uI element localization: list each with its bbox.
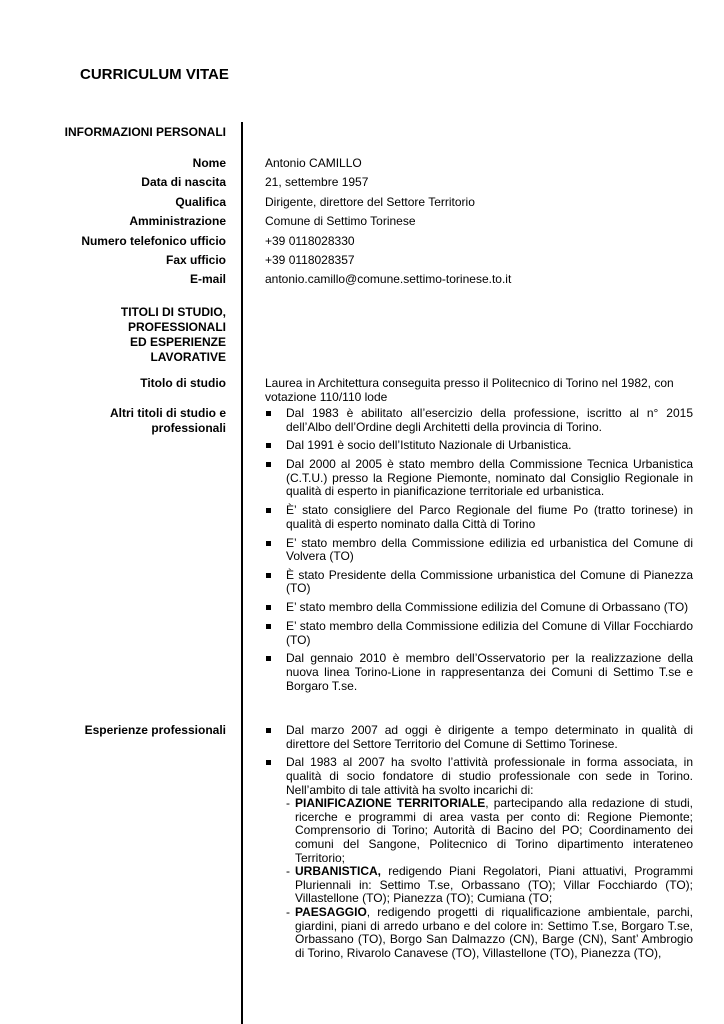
label-data-nascita: Data di nascita: [141, 175, 226, 189]
altri-titoli-list: [265, 407, 693, 698]
list-item: Dal gennaio 2010 è membro dell’Osservatorio per la realizzazione della nuova linea Torino-Lione in rappresentanza dei Comuni di Settimo T.se e Borgaro T.se.: [265, 652, 693, 693]
titoli-heading-line: PROFESSIONALI: [127, 320, 226, 334]
sub-list-item: - URBANISTICA, redigendo Piani Regolatori, Piani attuativi, Programmi Pluriennali in: Settimo T.se, Orbassano (TO); Villar Focchiardo (TO); Villastellone (TO); Pianezza (TO); Cumiana (TO;: [286, 864, 693, 906]
document-title: CURRICULUM VITAE: [80, 66, 229, 83]
incarichi-sublist: [286, 797, 693, 960]
bullet-icon: [266, 411, 271, 416]
label-telefono: Numero telefonico ufficio: [81, 234, 226, 248]
value-qualifica: Dirigente, direttore del Settore Territorio: [265, 195, 475, 209]
value-email[interactable]: antonio.camillo@comune.settimo-torinese.to.it: [265, 272, 512, 286]
dash-icon: -: [286, 864, 290, 879]
value-fax: +39 0118028357: [265, 253, 355, 267]
bullet-icon: [266, 462, 271, 467]
titoli-heading-line: ED ESPERIENZE: [129, 335, 226, 349]
label-titolo-studio: Titolo di studio: [140, 376, 226, 390]
label-esperienze: Esperienze professionali: [84, 723, 226, 737]
list-item: Dal 1991 è socio dell’Istituto Nazionale di Urbanistica.: [265, 439, 693, 453]
list-item: Dal 1983 è abilitato all’esercizio della professione, iscritto al n° 2015 dell’Albo dell’Ordine degli Architetti della provincia di Torino.: [265, 407, 693, 434]
bullet-icon: [266, 508, 271, 513]
titoli-heading-line: TITOLI DI STUDIO,: [120, 305, 226, 319]
list-item: E’ stato membro della Commissione edilizia del Comune di Villar Focchiardo (TO): [265, 620, 693, 647]
bullet-icon: [266, 541, 271, 546]
dash-icon: -: [286, 796, 290, 811]
value-telefono: +39 0118028330: [265, 234, 355, 248]
list-item: È stato Presidente della Commissione urbanistica del Comune di Pianezza (TO): [265, 569, 693, 596]
bullet-icon: [266, 760, 271, 765]
column-divider: [241, 122, 243, 1024]
bullet-icon: [266, 728, 271, 733]
label-fax: Fax ufficio: [165, 253, 226, 267]
sub-list-item: - PAESAGGIO, redigendo progetti di riqualificazione ambientale, parchi, giardini, piani di arredo urbano e del colore in: Settimo T.se, Borgaro T.se, Orbassano (TO), Borgo San Dalmazzo (CN), Barge (CN), Sant’ Ambrogio di Torino, Rivarolo Canavese (TO), Villastellone (TO), Pianezza (TO),: [286, 904, 693, 960]
titoli-heading-line: LAVORATIVE: [150, 350, 226, 364]
bullet-icon: [266, 656, 271, 661]
bullet-icon: [266, 624, 271, 629]
esperienze-list: [265, 724, 693, 965]
label-altri-titoli-line: professionali: [151, 421, 226, 435]
list-item: E’ stato membro della Commissione edilizia del Comune di Orbassano (TO): [265, 601, 693, 615]
list-item: È’ stato consigliere del Parco Regionale del fiume Po (tratto torinese) in qualità di esperto nominato dalla Città di Torino: [265, 504, 693, 531]
list-item: Dal marzo 2007 ad oggi è dirigente a tempo determinato in qualità di direttore del Settore Territorio del Comune di Settimo Torinese.: [265, 724, 693, 751]
value-amministrazione: Comune di Settimo Torinese: [265, 214, 416, 228]
bullet-icon: [266, 443, 271, 448]
dash-icon: -: [286, 904, 290, 919]
value-nome: Antonio CAMILLO: [265, 156, 362, 170]
titoli-heading: [26, 305, 226, 365]
label-email: E-mail: [189, 272, 226, 286]
label-altri-titoli-line: Altri titoli di studio e: [110, 406, 226, 420]
label-amministrazione: Amministrazione: [129, 214, 226, 228]
sub-list-item: - PIANIFICAZIONE TERRITORIALE, partecipando alla redazione di studi, ricerche e programmi di area vasta per conto di: Regione Piemonte; Comprensorio di Torino; Autorità di Bacino del PO; Coordinamento dei comuni del Sangone, Politecnico di Torino dipartimento interateneo Territorio;: [286, 796, 694, 865]
label-nome: Nome: [192, 156, 226, 170]
label-qualifica: Qualifica: [175, 195, 226, 209]
bullet-icon: [266, 605, 271, 610]
label-altri-titoli: [26, 406, 226, 436]
bullet-icon: [266, 573, 271, 578]
value-titolo-studio: Laurea in Architettura conseguita presso il Politecnico di Torino nel 1982, con votazione 110/110 lode: [265, 376, 674, 404]
personal-info-heading: INFORMAZIONI PERSONALI: [64, 125, 226, 139]
list-item: Dal 1983 al 2007 ha svolto l’attività professionale in forma associata, in qualità di socio fondatore di studio professionale con sede in Torino. Nell’ambito di tale attività ha svolto incarichi di: - PIANIFICAZIONE TERRITORIALE, partecipando alla redazione di studi, ricerche e programmi di area vasta per conto di: Regione Piemonte; Comprensorio di Torino; Autorità di Bacino del PO; Coordinamento dei comuni del Sangone, Politecnico di Torino dipartimento interateneo Territorio; - URBANISTICA, redigendo Piani Regolatori, Piani attuativi, Programmi Pluriennali in: Settimo T.se, Orbassano (TO); Villar Focchiardo (TO); Villastellone (TO); Pianezza (TO); Cumiana (TO; - PAESAGGIO, redigendo progetti di riqualificazione ambientale, parchi, giardini, piani di arredo urbano e del colore in: Settimo T.se, Borgaro T.se, Orbassano (TO), Borgo San Dalmazzo (CN), Barge (CN), Sant’ Ambrogio di Torino, Rivarolo Canavese (TO), Villastellone (TO), Pianezza (TO),: [265, 756, 693, 960]
list-item: Dal 2000 al 2005 è stato membro della Commissione Tecnica Urbanistica (C.T.U.) presso la Regione Piemonte, nominato dal Consiglio Regionale in qualità di esperto in pianificazione territoriale ed urbanistica.: [265, 458, 693, 499]
list-item: E’ stato membro della Commissione edilizia ed urbanistica del Comune di Volvera (TO): [265, 537, 693, 564]
value-data-nascita: 21, settembre 1957: [265, 175, 369, 189]
